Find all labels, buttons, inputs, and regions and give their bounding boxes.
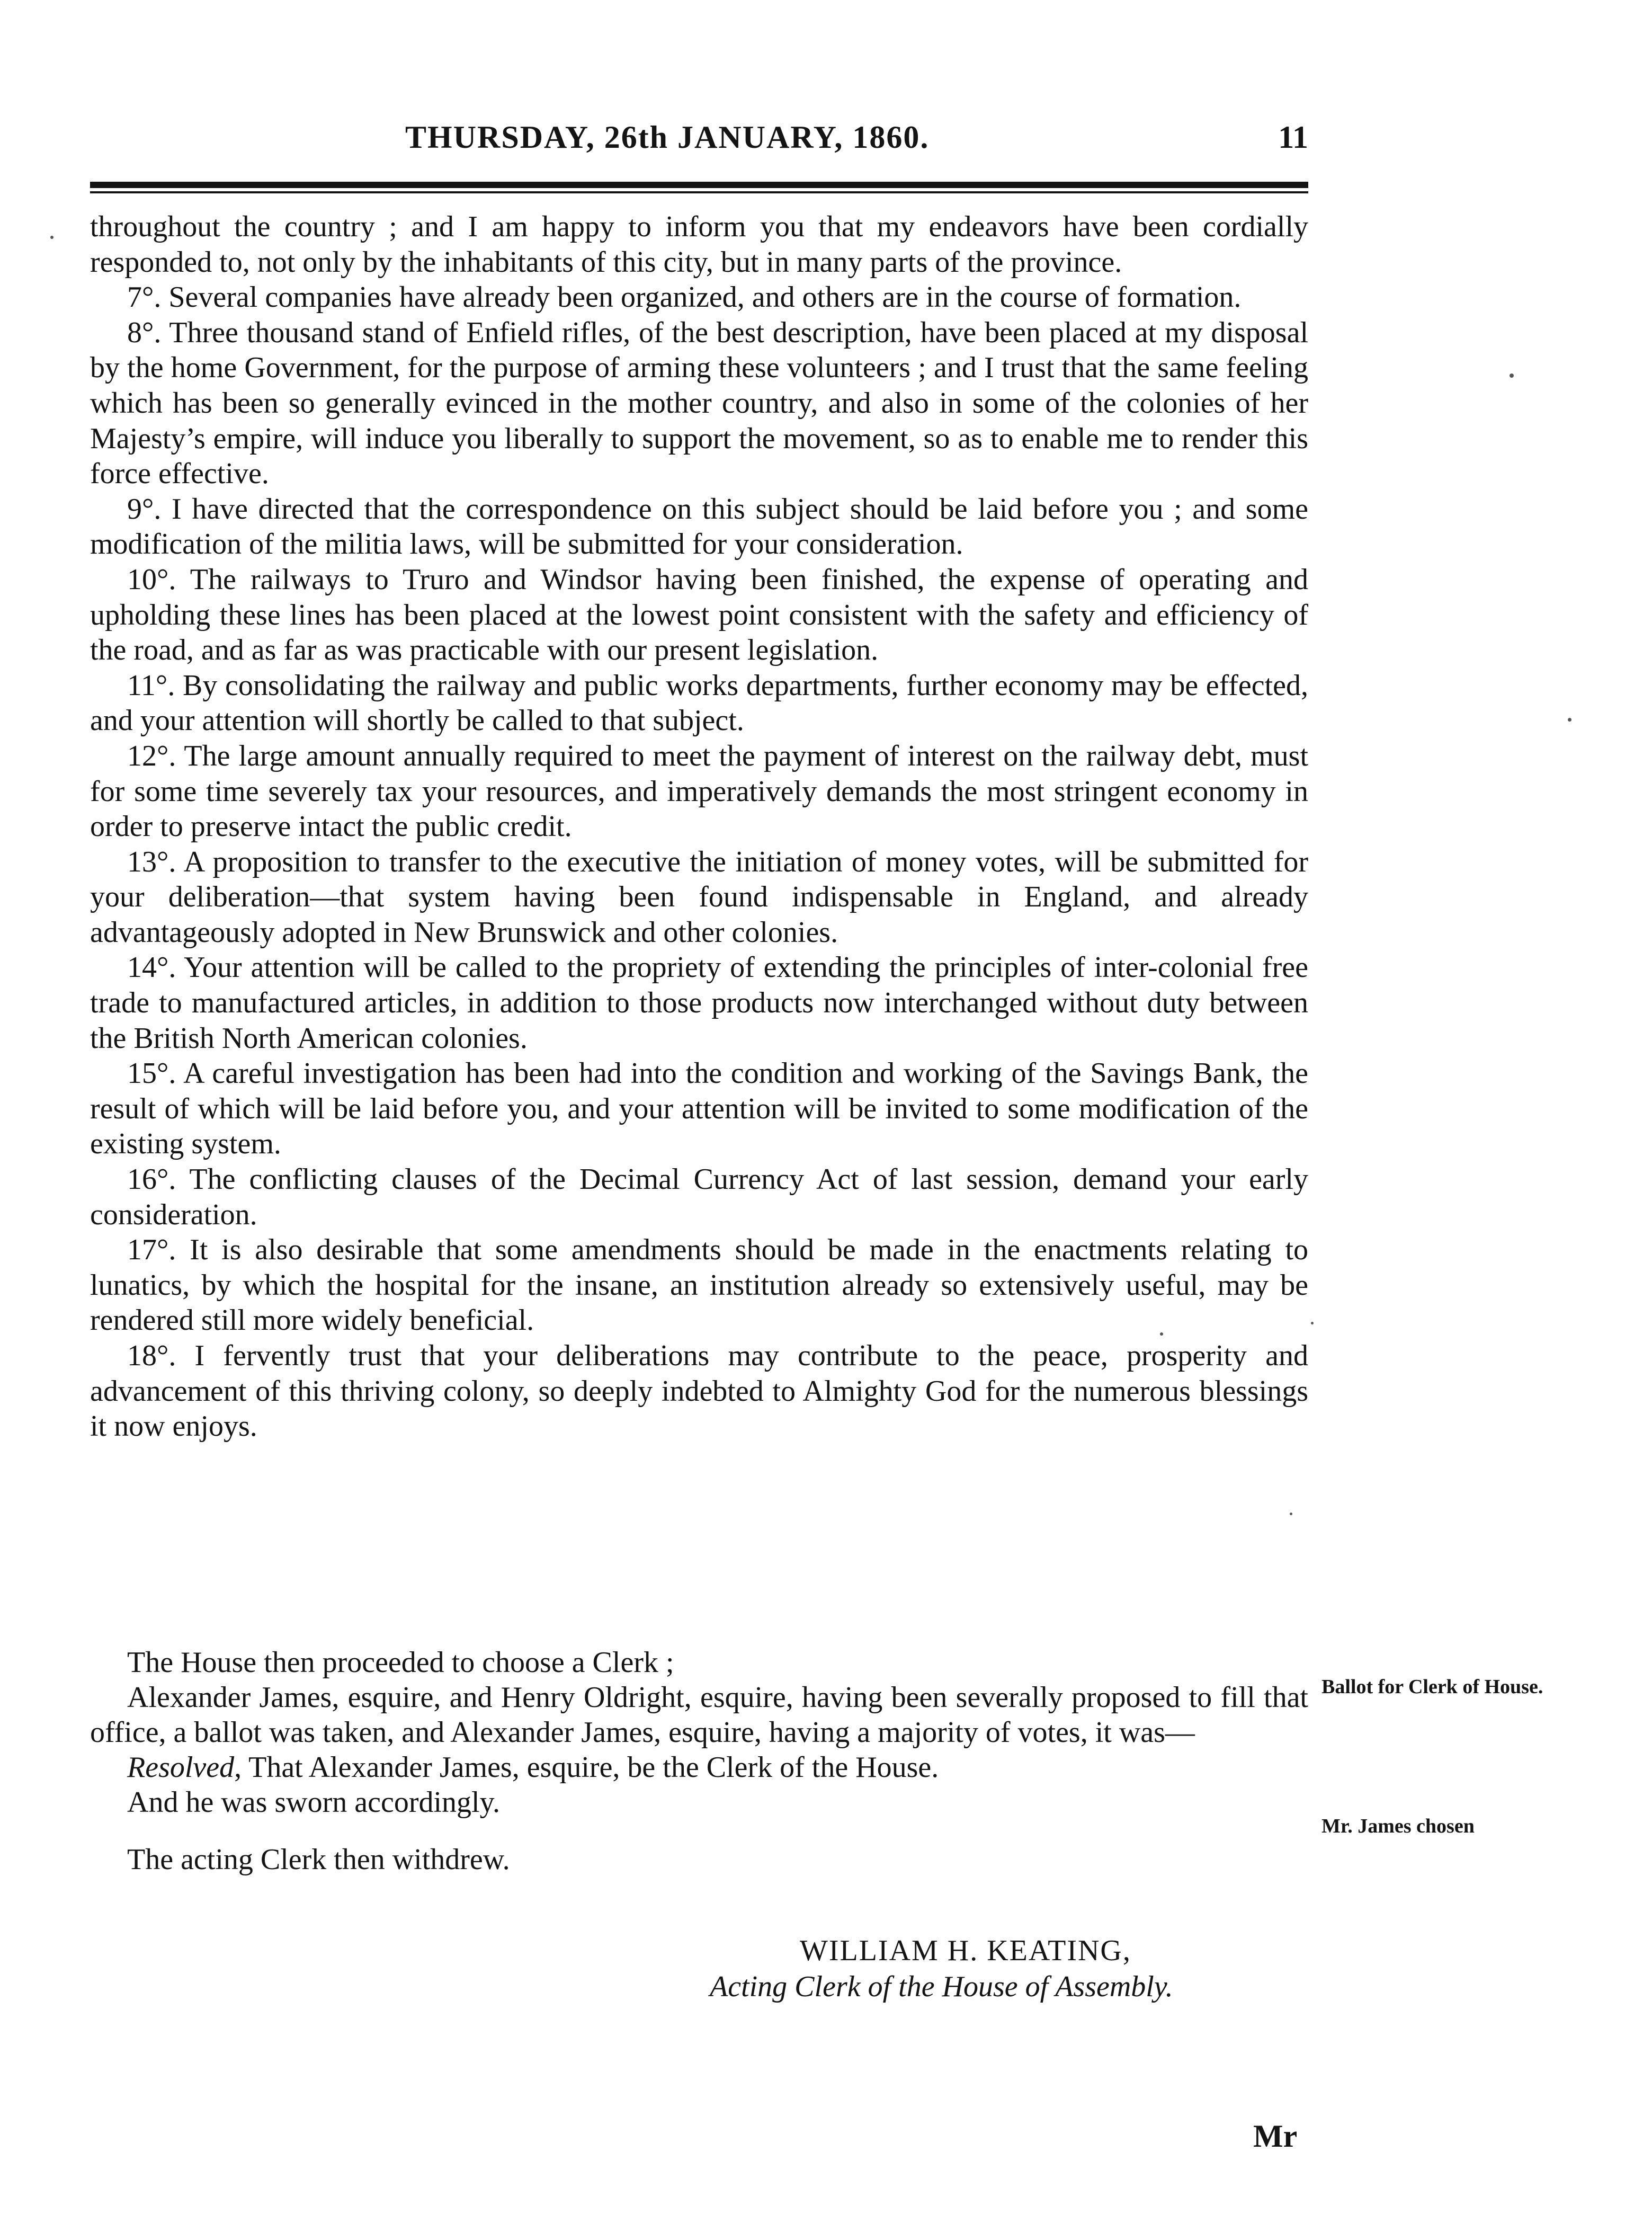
header-rule-thin <box>90 191 1308 193</box>
paragraph-7: 7°. Several companies have already been organized, and others are in the course of formation. <box>127 281 1242 314</box>
signatory-title: Acting Clerk of the House of Assembly. <box>710 1970 1173 2003</box>
withdrew-text: The acting Clerk then withdrew. <box>127 1843 510 1876</box>
resolved-word: Resolved <box>127 1751 235 1784</box>
header-title: THURSDAY, 26th JANUARY, 1860. <box>405 120 930 155</box>
paragraph-17: 17°. It is also desirable that some amendments should be made in the enactments relating to lunatics, by which the hospital for the insane, an institution already so extensively useful, may be rendered still more widely beneficial. <box>90 1233 1308 1337</box>
margin-note-chosen: Mr. James chosen <box>1321 1815 1475 1837</box>
paragraph-18: 18°. I fervently trust that your deliberations may contribute to the peace, prosperity and advancement of this thriving colony, so deeply indebted to Almighty God for the numerous blessings it now enjoys. <box>90 1339 1308 1443</box>
sworn-text: And he was sworn accordingly. <box>127 1786 500 1819</box>
paragraph-15: 15°. A careful investigation has been had into the condition and working of the Savings Bank, the result of which will be laid before you, and your attention will be invited to some modification of the existing system. <box>90 1057 1308 1161</box>
paragraph-9: 9°. I have directed that the correspondence on this subject should be laid before you ; and some modification of the militia laws, will be submitted for your consideration. <box>90 492 1308 561</box>
scan-speck <box>1160 1332 1163 1336</box>
paragraph-10: 10°. The railways to Truro and Windsor having been finished, the expense of operating and upholding these lines has been placed at the lowest point consistent with the safety and efficiency of the road, and as far as was practicable with our present legislation. <box>90 563 1308 667</box>
resolution-text <box>90 1750 1308 1785</box>
signatory-name: WILLIAM H. KEATING, <box>800 1934 1131 1967</box>
ballot-text: Alexander James, esquire, and Henry Oldright, esquire, having been severally proposed to fill that office, a ballot was taken, and Alexander James, esquire, having a majority of votes, it was— <box>90 1681 1308 1749</box>
scan-speck <box>1568 718 1571 722</box>
running-header <box>90 119 1308 167</box>
catchword: Mr <box>1253 2119 1298 2154</box>
margin-note-ballot: Ballot for Clerk of House. <box>1321 1676 1543 1698</box>
paragraph-continuation: throughout the country ; and I am happy to inform you that my endeavors have been cordially responded to, not only by the inhabitants of this city, but in many parts of the province. <box>90 210 1308 279</box>
signature-block <box>710 1933 1292 2005</box>
paragraph-gap <box>90 1820 1308 1842</box>
scan-speck <box>1510 374 1514 378</box>
paragraph-11: 11°. By consolidating the railway and public works departments, further economy may be effected, and your attention will shortly be called to that subject. <box>90 669 1308 737</box>
paragraph-16: 16°. The conflicting clauses of the Decimal Currency Act of last session, demand your early consideration. <box>90 1163 1308 1231</box>
scan-speck <box>50 236 53 239</box>
scan-speck <box>1290 1513 1292 1515</box>
proceedings <box>90 1645 1308 1877</box>
resolution-rest: , That Alexander James, esquire, be the Clerk of the House. <box>234 1751 939 1784</box>
page-number: 11 <box>1278 120 1308 155</box>
paragraph-13: 13°. A proposition to transfer to the executive the initiation of money votes, will be submitted for your deliberation—that system having been found indispensable in England, and already advantageously adopted in New Brunswick and other colonies. <box>90 845 1308 949</box>
paragraph-8: 8°. Three thousand stand of Enfield rifles, of the best description, have been placed at my disposal by the home Government, for the purpose of arming these volunteers ; and I trust that the same feeling which has been so generally evinced in the mother country, and also in some of the colonies of her Majesty’s empire, will induce you liberally to support the movement, so as to enable me to render this force effective. <box>90 316 1308 491</box>
choose-clerk-text: The House then proceeded to choose a Clerk ; <box>127 1646 674 1679</box>
scan-speck <box>1311 1322 1314 1324</box>
paragraph-14: 14°. Your attention will be called to the propriety of extending the principles of inter-colonial free trade to manufactured articles, in addition to those products now interchanged without duty between the British North American colonies. <box>90 951 1308 1055</box>
paragraph-12: 12°. The large amount annually required to meet the payment of interest on the railway debt, must for some time severely tax your resources, and imperatively demands the most stringent economy in order to preserve intact the public credit. <box>90 739 1308 843</box>
speech-body <box>90 209 1308 1444</box>
header-rule-thick <box>90 182 1308 188</box>
